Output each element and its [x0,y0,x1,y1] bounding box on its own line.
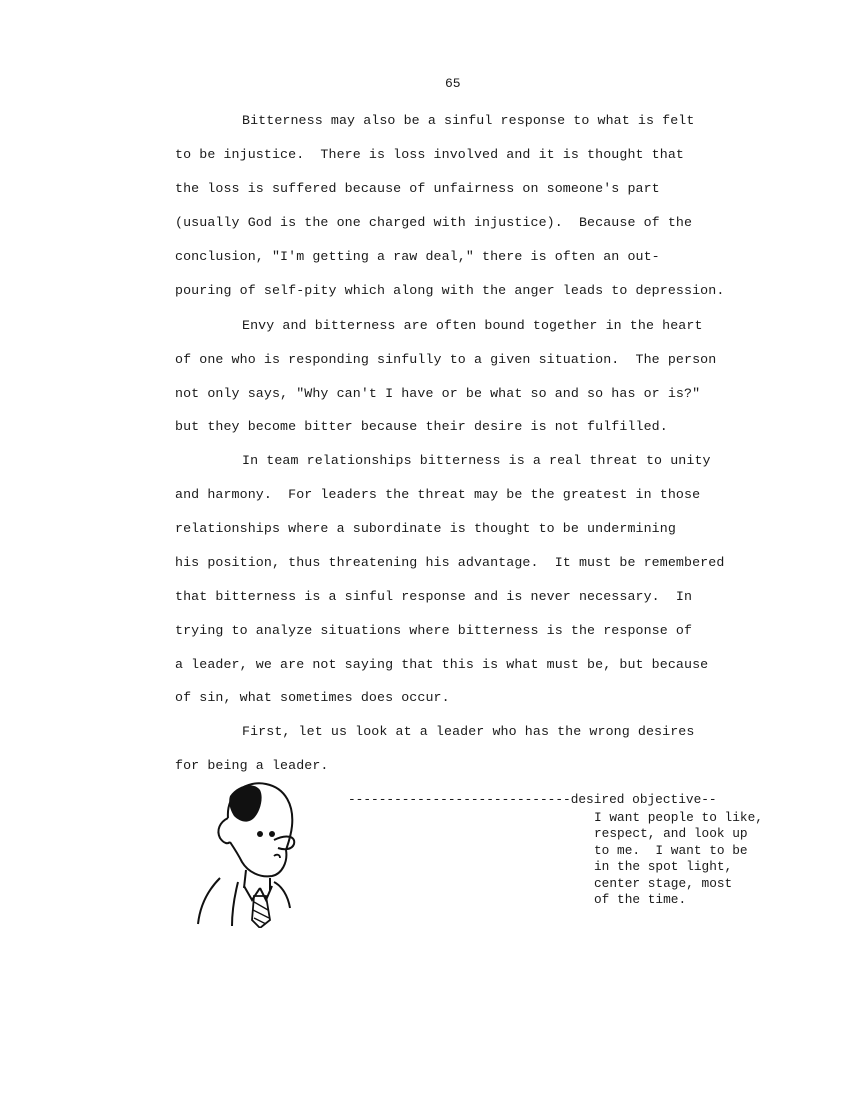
page-number: 65 [445,76,461,91]
paragraph-3-line-8: of sin, what sometimes does occur. [175,690,450,705]
desired-objective-note-line-1: I want people to like, [594,810,763,825]
desired-objective-note-line-3: to me. I want to be [594,843,748,858]
paragraph-3-line-3: relationships where a subordinate is thought to be undermining [175,521,676,536]
paragraph-2-line-3: not only says, "Why can't I have or be what so and so has or is?" [175,386,701,401]
paragraph-2-line-2: of one who is responding sinfully to a given situation. The person [175,352,717,367]
paragraph-3-line-1: In team relationships bitterness is a real threat to unity [242,453,711,468]
paragraph-1-line-5: conclusion, "I'm getting a raw deal," there is often an out- [175,249,660,264]
desired-objective-note-line-2: respect, and look up [594,826,748,841]
paragraph-3-line-5: that bitterness is a sinful response and is never necessary. In [175,589,693,604]
paragraph-3-line-4: his position, thus threatening his advantage. It must be remembered [175,555,725,570]
desired-objective-note-line-6: of the time. [594,892,687,907]
paragraph-4-line-2: for being a leader. [175,758,329,773]
paragraph-1-line-4: (usually God is the one charged with injustice). Because of the [175,215,693,230]
paragraph-3-line-7: a leader, we are not saying that this is what must be, but because [175,657,709,672]
paragraph-2-line-4: but they become bitter because their desire is not fulfilled. [175,419,668,434]
paragraph-4-line-1: First, let us look at a leader who has the wrong desires [242,724,695,739]
desired-objective-note-line-5: center stage, most [594,876,733,891]
paragraph-3-line-6: trying to analyze situations where bitterness is the response of [175,623,693,638]
paragraph-2-line-1: Envy and bitterness are often bound together in the heart [242,318,703,333]
paragraph-1-line-1: Bitterness may also be a sinful response to what is felt [242,113,695,128]
paragraph-1-line-3: the loss is suffered because of unfairness on someone's part [175,181,660,196]
paragraph-1-line-6: pouring of self-pity which along with the anger leads to depression. [175,283,725,298]
paragraph-1-line-2: to be injustice. There is loss involved and it is thought that [175,147,685,162]
desired-objective-note-line-4: in the spot light, [594,859,733,874]
paragraph-3-line-2: and harmony. For leaders the threat may be the greatest in those [175,487,701,502]
desired-objective-leader-line: -----------------------------desired objective-- [348,792,717,807]
cartoon-man-face-icon [190,778,320,928]
